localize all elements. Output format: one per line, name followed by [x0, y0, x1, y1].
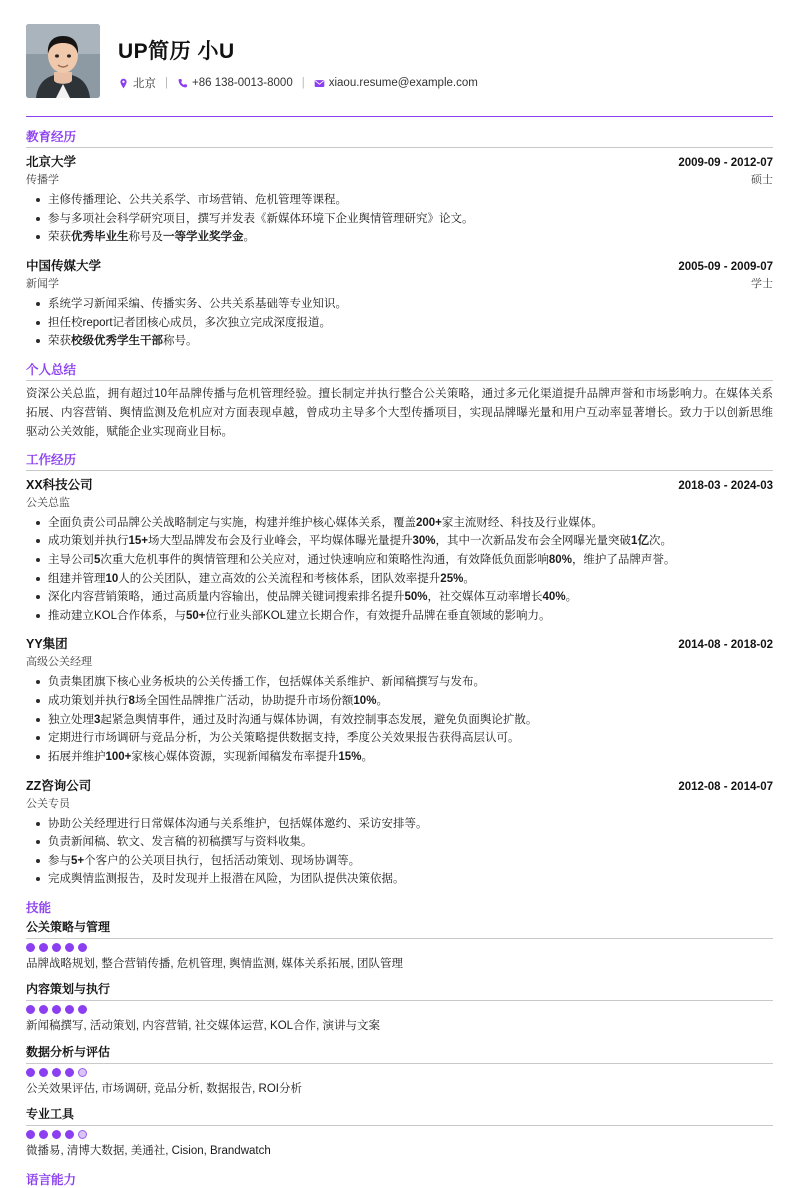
- experience-entry: [26, 475, 773, 626]
- entry-role: 公关专员: [26, 797, 70, 810]
- bullet-item: 拓展并维护100+家核心媒体资源，实现新闻稿发布率提升15%。: [48, 748, 773, 767]
- section-title-summary: 个人总结: [26, 362, 77, 377]
- entry-bullets: [26, 295, 773, 351]
- section-title-skills: 技能: [26, 901, 52, 916]
- entry-subheader: [26, 275, 773, 291]
- section-work: [26, 450, 773, 889]
- skill-dot: [26, 943, 35, 952]
- skill-name: 内容策划与执行: [26, 982, 111, 997]
- work-entries: [26, 475, 773, 889]
- avatar: [26, 24, 100, 98]
- skill-block: [26, 918, 773, 973]
- entry-role: 公关总监: [26, 496, 70, 509]
- skill-dot: [78, 943, 87, 952]
- contact-email-text: xiaou.resume@example.com: [328, 77, 478, 89]
- skill-dot: [65, 1130, 74, 1139]
- page-title: UP简历 小U: [118, 40, 235, 63]
- skill-dot: [39, 1068, 48, 1077]
- bullet-item: 推动建立KOL合作体系，与50+位行业头部KOL建立长期合作，有效提升品牌在垂直领域的影响力。: [48, 607, 773, 626]
- skill-dot: [26, 1005, 35, 1014]
- skill-description: 微播易, 清博大数据, 美通社, Cision, Brandwatch: [26, 1144, 271, 1157]
- header-text: [118, 31, 478, 91]
- contact-separator-2: |: [301, 77, 305, 89]
- bullet-item: 成功策划并执行15+场大型品牌发布会及行业峰会，平均媒体曝光量提升30%，其中一次新品发布会全网曝光量突破1亿次。: [48, 532, 773, 551]
- skill-dot: [65, 943, 74, 952]
- skill-level-dots: [26, 1130, 773, 1139]
- bullet-item: 成功策划并执行8场全国性品牌推广活动，协助提升市场份额10%。: [48, 692, 773, 711]
- section-rule-work: [26, 470, 773, 471]
- skill-level-dots: [26, 943, 773, 952]
- skill-blocks: [26, 918, 773, 1160]
- entry-role: 传播学: [26, 174, 59, 186]
- skill-dot: [52, 1068, 61, 1077]
- bullet-item: 完成舆情监测报告，及时发现并上报潜在风险，为团队提供决策依据。: [48, 870, 773, 889]
- entry-bullets: [26, 815, 773, 890]
- skill-dot: [52, 1005, 61, 1014]
- entry-organization: 中国传媒大学: [26, 258, 102, 273]
- skill-dot: [78, 1005, 87, 1014]
- bullet-item: 参与多项社会科学研究项目，撰写并发表《新媒体环境下企业舆情管理研究》论文。: [48, 210, 773, 229]
- skill-dot: [52, 1130, 61, 1139]
- bullet-item: 组建并管理10人的公关团队，建立高效的公关流程和考核体系，团队效率提升25%。: [48, 570, 773, 589]
- skill-block: [26, 1105, 773, 1160]
- entry-bullets: [26, 191, 773, 247]
- entry-degree: 硕士: [751, 174, 773, 186]
- skill-dot: [65, 1068, 74, 1077]
- entry-subheader: [26, 171, 773, 187]
- entry-degree: 学士: [751, 277, 773, 290]
- bullet-item: 负责新闻稿、软文、发言稿的初稿撰写与资料收集。: [48, 833, 773, 852]
- section-title-work: 工作经历: [26, 452, 77, 467]
- skill-name: 公关策略与管理: [26, 920, 111, 935]
- bullet-item: 负责集团旗下核心业务板块的公关传播工作，包括媒体关系维护、新闻稿撰写与发布。: [48, 673, 773, 692]
- skill-block: [26, 1043, 773, 1098]
- skill-level-dots: [26, 1005, 773, 1014]
- bullet-item: 系统学习新闻采编、传播实务、公共关系基础等专业知识。: [48, 295, 773, 314]
- skill-dot: [65, 1005, 74, 1014]
- bullet-item: 担任校report记者团核心成员，多次独立完成深度报道。: [48, 314, 773, 333]
- entry-date: 2005-09 - 2009-07: [678, 260, 773, 273]
- skill-dot: [52, 943, 61, 952]
- experience-entry: [26, 634, 773, 766]
- experience-entry: [26, 152, 773, 247]
- skill-rule: [26, 1063, 773, 1064]
- entry-header: [26, 475, 773, 493]
- entry-date: 2018-03 - 2024-03: [678, 479, 773, 492]
- contact-phone-text: +86 138-0013-8000: [192, 77, 293, 89]
- entry-date: 2012-08 - 2014-07: [678, 780, 773, 793]
- entry-role: 新闻学: [26, 277, 59, 290]
- entry-date: 2009-09 - 2012-07: [678, 157, 773, 169]
- contact-email: [314, 77, 478, 89]
- experience-entry: [26, 776, 773, 890]
- contact-row: [118, 75, 478, 91]
- contact-phone: [177, 77, 293, 89]
- skill-rule: [26, 1000, 773, 1001]
- skill-description: 品牌战略规划, 整合营销传播, 危机管理, 舆情监测, 媒体关系拓展, 团队管理: [26, 958, 403, 971]
- bullet-item: 定期进行市场调研与竞品分析，为公关策略提供数据支持，季度公关效果报告获得高层认可。: [48, 729, 773, 748]
- header-divider: [26, 116, 773, 117]
- entry-header: [26, 776, 773, 794]
- skill-name: 数据分析与评估: [26, 1044, 111, 1059]
- section-education: [26, 127, 773, 351]
- section-skills: [26, 898, 773, 1160]
- skill-level-dots: [26, 1068, 773, 1077]
- entry-date: 2014-08 - 2018-02: [678, 639, 773, 652]
- skill-dot: [39, 1130, 48, 1139]
- contact-separator-1: |: [165, 77, 168, 89]
- entry-organization: YY集团: [26, 637, 68, 652]
- section-title-education: 教育经历: [26, 130, 77, 144]
- entry-header: [26, 256, 773, 274]
- bullet-item: 全面负责公司品牌公关战略制定与实施，构建并维护核心媒体关系，覆盖200+家主流财经、科技及行业媒体。: [48, 514, 773, 533]
- skill-name: 专业工具: [26, 1106, 75, 1121]
- experience-entry: [26, 256, 773, 351]
- section-rule-education: [26, 147, 773, 148]
- bullet-item: 主修传播理论、公共关系学、市场营销、危机管理等课程。: [48, 191, 773, 210]
- bullet-item: 荣获校级优秀学生干部称号。: [48, 332, 773, 351]
- phone-icon: [177, 78, 188, 89]
- entry-subheader: [26, 795, 773, 811]
- entry-header: [26, 634, 773, 652]
- entry-subheader: [26, 494, 773, 510]
- skill-dot: [26, 1130, 35, 1139]
- bullet-item: 参与5+个客户的公关项目执行，包括活动策划、现场协调等。: [48, 852, 773, 871]
- bullet-item: 主导公司5次重大危机事件的舆情管理和公关应对，通过快速响应和策略性沟通，有效降低负面影响80%，维护了品牌声誉。: [48, 551, 773, 570]
- mail-icon: [314, 78, 325, 89]
- contact-location-text: 北京: [133, 78, 156, 90]
- entry-organization: XX科技公司: [26, 477, 93, 492]
- bullet-item: 独立处理3起紧急舆情事件，通过及时沟通与媒体协调，有效控制事态发展，避免负面舆论扩散。: [48, 711, 773, 730]
- skill-rule: [26, 938, 773, 939]
- entry-organization: ZZ咨询公司: [26, 778, 92, 793]
- summary-text: 资深公关总监，拥有超过10年品牌传播与危机管理经验。擅长制定并执行整合公关策略，通过多元化渠道提升品牌声誉和市场影响力。在媒体关系拓展、内容营销、舆情监测及危机应对方面表现卓越，曾成功主导多个大型传播项目，实现品牌曝光量和用户互动率显著增长。致力于以创新思维驱动公关效能，赋能企业实现商业目标。: [26, 387, 773, 438]
- entry-role: 高级公关经理: [26, 656, 92, 669]
- resume-header: [26, 18, 773, 112]
- location-icon: [118, 78, 129, 89]
- entry-bullets: [26, 514, 773, 626]
- bullet-item: 深化内容营销策略，通过高质量内容输出，使品牌关键词搜索排名提升50%，社交媒体互动率增长40%。: [48, 588, 773, 607]
- entry-header: [26, 152, 773, 170]
- contact-location: [118, 75, 156, 91]
- entry-subheader: [26, 653, 773, 669]
- skill-dot: [78, 1068, 87, 1077]
- skill-block: [26, 980, 773, 1035]
- skill-rule: [26, 1125, 773, 1126]
- skill-dot: [39, 1005, 48, 1014]
- bullet-item: 荣获优秀毕业生称号及一等学业奖学金。: [48, 228, 773, 247]
- entry-organization: 北京大学: [26, 155, 77, 169]
- section-summary: [26, 360, 773, 442]
- section-rule-summary: [26, 380, 773, 381]
- skill-dot: [78, 1130, 87, 1139]
- bullet-item: 协助公关经理进行日常媒体沟通与关系维护，包括媒体邀约、采访安排等。: [48, 815, 773, 834]
- skill-description: 新闻稿撰写, 活动策划, 内容营销, 社交媒体运营, KOL合作, 演讲与文案: [26, 1020, 380, 1033]
- entry-bullets: [26, 673, 773, 766]
- section-title-languages: 语言能力: [26, 1173, 77, 1188]
- skill-description: 公关效果评估, 市场调研, 竞品分析, 数据报告, ROI分析: [26, 1082, 303, 1095]
- skill-dot: [26, 1068, 35, 1077]
- skill-dot: [39, 943, 48, 952]
- education-entries: [26, 152, 773, 351]
